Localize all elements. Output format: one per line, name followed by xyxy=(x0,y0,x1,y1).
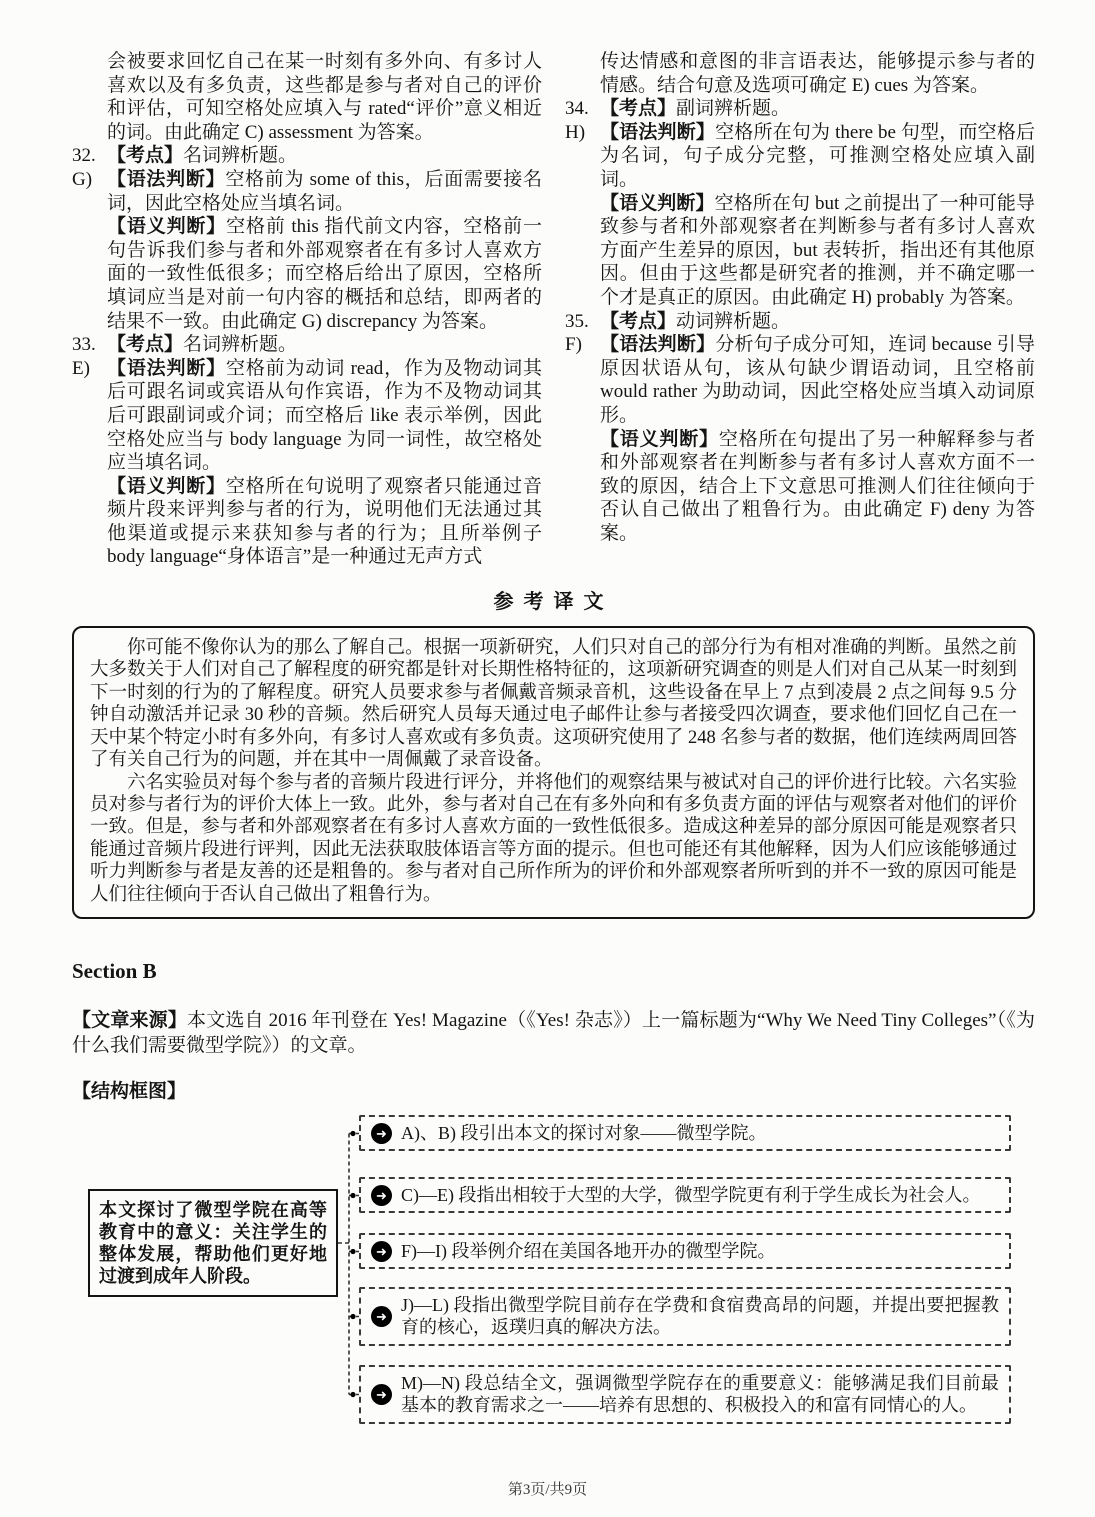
explanation-block xyxy=(565,97,1035,121)
structure-label-text: 【结构框图】 xyxy=(72,1080,187,1102)
structure-branch xyxy=(359,1115,1011,1152)
translation-paragraph: 你可能不像你认为的那么了解自己。根据一项新研究，人们只对自己的部分行为有相对准确的判断。虽然之前大多数关于人们对自己了解程度的研究都是针对长期性格特征的，这项新研究调查的则是人们对自己从某一时刻到下一时刻的行为的了解程度。研究人员要求参与者佩戴音频录音机，这些设备在早上 7 点到凌晨 2 点之间每 9.5 分钟自动激活并记录 30 秒的音频。然后研究人员每天通过电子邮件让参与者接受四次调查，要求他们回忆自己在一天中某个特定小时有多外向，有多讨人喜欢或有多负责。这项研究使用了 248 名参与者的数据，他们连续两周回答了有关自己行为的问题，并在其中一周佩戴了录音设备。 xyxy=(90,638,1017,771)
tag-label: 【语义判断】 xyxy=(600,428,719,450)
structure-diagram-label xyxy=(72,1076,1035,1103)
explanation-block xyxy=(72,168,542,215)
tag-label: 【语法判断】 xyxy=(600,121,716,143)
block-text: 名词辨析题。 xyxy=(183,334,298,356)
block-text: 空格前为 some of this，后面需要接名词，因此空格处应当填名词。 xyxy=(107,168,542,214)
arrow-icon: ➜ xyxy=(371,1384,392,1405)
explanation-block xyxy=(72,333,542,357)
structure-diagram xyxy=(72,1111,1035,1451)
explanation-block xyxy=(72,475,542,569)
page-number: 第3页/共9页 xyxy=(507,1482,588,1498)
source-text: 本文选自 2016 年刊登在 Yes! Magazine（《Yes! 杂志》）上一篇标题为“Why We Need Tiny Colleges”（《为什么我们需要微型学院》）的文章。 xyxy=(72,1009,1035,1056)
item-marker: 34. xyxy=(565,98,589,120)
branch-text: F)—I) 段举例介绍在美国各地开办的微型学院。 xyxy=(401,1240,776,1261)
block-text: 空格前 this 指代前文内容，空格前一句告诉我们参与者和外部观察者在有多讨人喜欢方面的一致性低很多；而空格后给出了原因，空格所填词应当是对前一句内容的概括和总结，即两者的结果不一致。由此确定 G) discrepancy 为答案。 xyxy=(107,216,542,332)
block-text: 名词辨析题。 xyxy=(183,145,298,167)
explanation-block xyxy=(72,357,542,475)
arrow-icon: ➜ xyxy=(371,1123,392,1144)
explanation-block xyxy=(565,121,1035,192)
branch-text: J)—L) 段指出微型学院目前存在学费和食宿费高昂的问题，并提出要把握教育的核心，返璞归真的解决方法。 xyxy=(401,1294,999,1338)
structure-branch xyxy=(359,1365,1011,1424)
item-marker: 33. xyxy=(72,334,96,356)
block-text: 空格所在句为 there be 句型，而空格后为名词，句子成分完整，可推测空格处应填入副词。 xyxy=(600,121,1035,190)
explanation-block xyxy=(72,215,542,333)
structure-branch xyxy=(359,1287,1011,1346)
explanations-section xyxy=(72,50,1035,569)
block-text: 副词辨析题。 xyxy=(676,98,791,120)
item-marker: E) xyxy=(72,357,90,379)
block-text: 空格所在句说明了观察者只能通过音频片段来评判参与者的行为，说明他们无法通过其他渠道或提示来获知参与者的行为；且所举例子 body language“身体语言”是一种通过无声方式 xyxy=(107,475,542,568)
explanation-block xyxy=(565,428,1035,546)
continuation-paragraph xyxy=(565,50,1035,97)
block-text: 分析句子成分可知，连词 because 引导原因状语从句，该从句缺少谓语动词，且空格前 would rather 为助动词，因此空格处应当填入动词原形。 xyxy=(600,334,1035,426)
structure-branch xyxy=(359,1233,1011,1270)
tag-label: 【考点】 xyxy=(107,145,184,167)
arrow-icon: ➜ xyxy=(371,1306,392,1327)
continuation-paragraph xyxy=(72,50,542,144)
arrow-icon: ➜ xyxy=(371,1185,392,1206)
left-column xyxy=(72,50,542,569)
tag-label: 【语义判断】 xyxy=(107,475,226,497)
branch-text: C)—E) 段指出相较于大型的大学，微型学院更有利于学生成长为社会人。 xyxy=(401,1184,981,1205)
section-b-heading: Section B xyxy=(72,958,157,983)
item-marker: 35. xyxy=(565,310,589,332)
article-source-paragraph xyxy=(72,1008,1035,1058)
explanation-block xyxy=(72,144,542,168)
explanation-block xyxy=(565,333,1035,427)
item-marker: F) xyxy=(565,334,582,356)
branch-text: M)—N) 段总结全文，强调微型学院存在的重要意义：能够满足我们目前最基本的教育需求之一——培养有思想的、积极投入的和富有同情心的人。 xyxy=(401,1372,999,1416)
tag-label: 【语法判断】 xyxy=(107,357,227,379)
block-text: 空格所在句 but 之前提出了一种可能导致参与者和外部观察者在判断参与者有多讨人喜欢方面产生差异的原因，but 表转折，指出还有其他原因。但由于这些都是研究者的推测，并不确定哪一个才是真正的原因。由此确定 H) probably 为答案。 xyxy=(600,192,1035,308)
tag-label: 【语义判断】 xyxy=(600,192,715,214)
block-text: 传达情感和意图的非言语表达，能够提示参与者的情感。结合句意及选项可确定 E) cues 为答案。 xyxy=(600,51,1035,96)
arrow-icon: ➜ xyxy=(371,1241,392,1262)
block-text: 空格所在句提出了另一种解释参与者和外部观察者在判断参与者有多讨人喜欢方面不一致的原因，结合上下文意思可推测人们往往倾向于否认自己做出了粗鲁行为。由此确定 F) deny 为答案。 xyxy=(600,428,1035,544)
item-marker: G) xyxy=(72,168,93,190)
summary-box: 本文探讨了微型学院在高等教育中的意义：关注学生的整体发展，帮助他们更好地过渡到成年人阶段。 xyxy=(88,1189,338,1297)
translation-paragraph: 六名实验员对每个参与者的音频片段进行评分，并将他们的观察结果与被试对自己的评价进行比较。六名实验员对参与者行为的评价大体上一致。此外，参与者对自己在有多外向和有多负责方面的评估与观察者对他们的评价一致。但是，参与者和外部观察者在有多讨人喜欢方面的一致性低很多。造成这种差异的部分原因可能是观察者只能通过音频片段进行评判，因此无法获取肢体语言等方面的提示。但也可能还有其他解释，因为人们应该能够通过听力判断参与者是友善的还是粗鲁的。参与者对自己所作所为的评价和外部观察者所听到的并不一致的原因可能是人们往往倾向于否认自己做出了粗鲁行为。 xyxy=(90,772,1017,905)
structure-branch xyxy=(359,1177,1011,1214)
tag-label: 【考点】 xyxy=(600,310,677,332)
translation-heading: 参考译文 xyxy=(493,591,614,614)
explanation-block xyxy=(565,192,1035,310)
tag-label: 【语义判断】 xyxy=(107,216,227,238)
tag-label: 【语法判断】 xyxy=(107,168,226,190)
item-marker: 32. xyxy=(72,145,96,167)
source-label: 【文章来源】 xyxy=(72,1009,188,1031)
block-text: 会被要求回忆自己在某一时刻有多外向、有多讨人喜欢以及有多负责，这些都是参与者对自己的评价和评估，可知空格处应填入与 rated“评价”意义相近的词。由此确定 C) assessment 为答案。 xyxy=(107,51,542,143)
translation-box xyxy=(72,626,1035,919)
tag-label: 【语法判断】 xyxy=(600,334,716,356)
branch-text: A)、B) 段引出本文的探讨对象——微型学院。 xyxy=(401,1122,767,1143)
block-text: 空格前为动词 read，作为及物动词其后可跟名词或宾语从句作宾语，作为不及物动词其后可跟副词或介词；而空格后 like 表示举例，因此空格处应当与 body language 为同一词性，故空格处应当填名词。 xyxy=(107,357,542,474)
tag-label: 【考点】 xyxy=(600,98,677,120)
tag-label: 【考点】 xyxy=(107,334,184,356)
item-marker: H) xyxy=(565,121,586,143)
block-text: 动词辨析题。 xyxy=(676,310,791,332)
explanation-block xyxy=(565,310,1035,334)
right-column xyxy=(565,50,1035,569)
